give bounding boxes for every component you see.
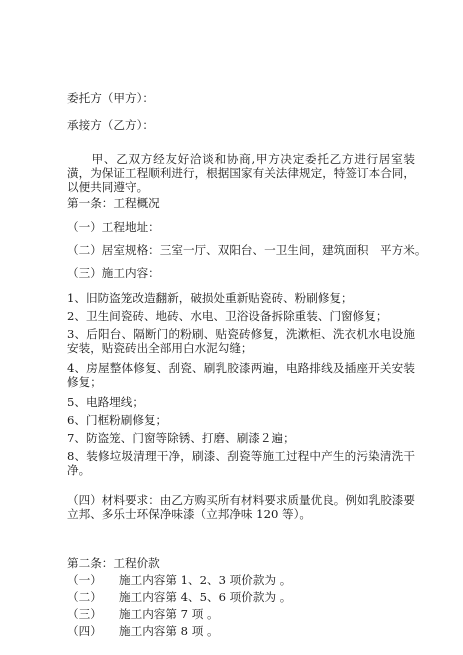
intro-paragraph: 甲、乙双方经友好洽谈和协商,甲方决定委托乙方进行居室装潢，为保证工程顺利进行，根据国家有关法律规定，特签订本合同，以便共同遵守。 xyxy=(67,152,415,194)
price-row xyxy=(67,573,291,587)
content-item: 8、装修垃圾清理干净，刷漆、刮瓷等施工过程中产生的污染清洗干净。 xyxy=(67,449,415,477)
price-row-text: 施工内容第 7 项 。 xyxy=(119,607,219,621)
article1-title: 第一条：工程概况 xyxy=(67,196,160,210)
price-row xyxy=(67,624,219,638)
content-item: 7、防盗笼、门窗等除锈、打磨、刷漆２遍； xyxy=(67,431,295,445)
price-row-text: 施工内容第 4、5、6 项价款为 。 xyxy=(119,590,292,604)
price-row-label: （一） xyxy=(67,573,102,587)
content-item: 6、门框粉刷修复； xyxy=(67,413,168,427)
party-b-line: 承接方（乙方）： xyxy=(67,118,154,132)
content-item: 4、房屋整体修复、刮瓷、刷乳胶漆两遍，电路排线及插座开关安装修复； xyxy=(67,361,415,389)
content-item: 3、后阳台、隔断门的粉刷、贴瓷砖修复，洗漱柜、洗衣机水电设施安装，贴瓷砖出全部用白水泥勾缝； xyxy=(67,327,415,355)
content-item: 1、旧防盗笼改造翻新，破损处重新贴瓷砖、粉刷修复； xyxy=(67,291,353,305)
price-row-label: （三） xyxy=(67,607,102,621)
price-row xyxy=(67,607,219,621)
materials-requirement: （四）材料要求：由乙方购买所有材料要求质量优良。例如乳胶漆要立邦、多乐士环保净味漆（立邦净味 120 等）。 xyxy=(67,493,415,521)
project-address: （一）工程地址： xyxy=(67,220,160,234)
price-row-label: （二） xyxy=(67,590,102,604)
content-item: 2、卫生间瓷砖、地砖、水电、卫浴设备拆除重装、门窗修复； xyxy=(67,309,388,323)
content-item: 5、电路埋线； xyxy=(67,395,144,409)
party-a-line: 委托方（甲方）： xyxy=(67,91,154,105)
room-spec: （二）居室规格：三室一厅、双阳台、一卫生间，建筑面积 平方米。 xyxy=(67,243,427,257)
price-row-label: （四） xyxy=(67,624,102,638)
price-row-text: 施工内容第 8 项 。 xyxy=(119,624,219,638)
price-row xyxy=(67,590,291,604)
article2-title: 第二条：工程价款 xyxy=(67,556,160,570)
price-row-text: 施工内容第 1、2、3 项价款为 。 xyxy=(119,573,292,587)
content-title: （三）施工内容： xyxy=(67,266,160,280)
